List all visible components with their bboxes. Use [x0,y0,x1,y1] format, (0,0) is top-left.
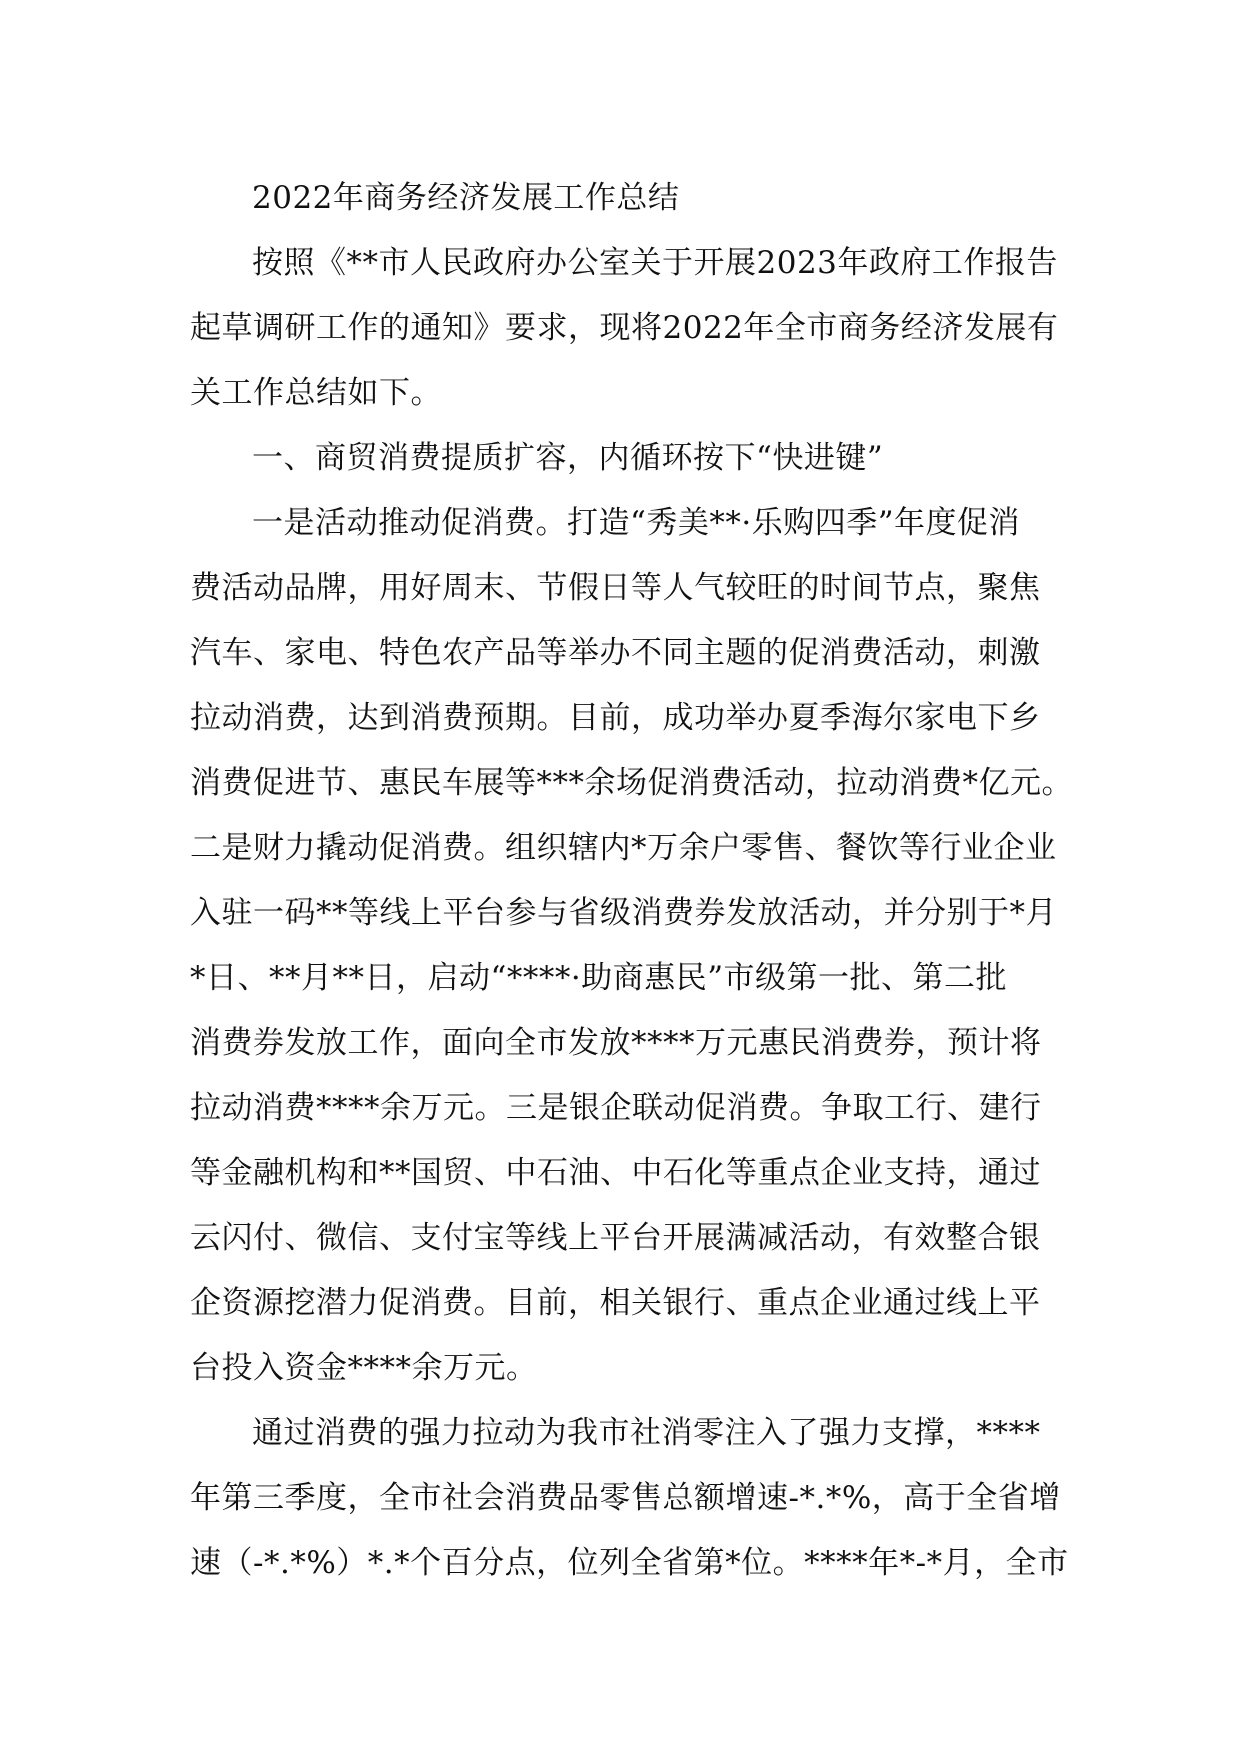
paragraph-body-line: *日、**月**日，启动“****·助商惠民”市级第一批、第二批 [190,960,1008,996]
paragraph-body-line: 消费促进节、惠民车展等***余场促消费活动，拉动消费*亿元。 [190,765,1073,801]
paragraph-body-line: 等金融机构和**国贸、中石油、中石化等重点企业支持，通过 [190,1155,1041,1191]
paragraph-body-line: 汽车、家电、特色农产品等举办不同主题的促消费活动，刺激 [190,635,1041,671]
paragraph-summary-line: 速（-*.*%）*.*个百分点，位列全省第*位。****年*-*月，全市 [190,1545,1069,1581]
document-body [190,166,1073,1596]
paragraph-body-line: 拉动消费****余万元。三是银企联动促消费。争取工行、建行 [190,1090,1042,1126]
paragraph-body-line: 企资源挖潜力促消费。目前，相关银行、重点企业通过线上平 [190,1285,1041,1321]
paragraph-body-line: 二是财力撬动促消费。组织辖内*万余户零售、餐饮等行业企业 [190,830,1057,866]
paragraph-body-line: 台投入资金****余万元。 [190,1350,538,1386]
paragraph-summary-line: 年第三季度，全市社会消费品零售总额增速-*.*%，高于全省增 [190,1480,1061,1516]
paragraph-intro-line-2: 起草调研工作的通知》要求，现将2022年全市商务经济发展有 [190,310,1059,346]
section-heading-1: 一、商贸消费提质扩容，内循环按下“快进键” [252,440,884,476]
paragraph-summary-line: 通过消费的强力拉动为我市社消零注入了强力支撑，**** [252,1415,1041,1451]
document-title: 2022年商务经济发展工作总结 [252,180,680,216]
paragraph-body-line: 拉动消费，达到消费预期。目前，成功举办夏季海尔家电下乡 [190,700,1041,736]
paragraph-body-line: 入驻一码**等线上平台参与省级消费券发放活动，并分别于*月 [190,895,1057,931]
paragraph-body-line: 一是活动推动促消费。打造“秀美**·乐购四季”年度促消 [252,505,1021,541]
paragraph-body-line: 云闪付、微信、支付宝等线上平台开展满减活动，有效整合银 [190,1220,1041,1256]
paragraph-body-line: 费活动品牌，用好周末、节假日等人气较旺的时间节点，聚焦 [190,570,1041,606]
paragraph-intro-line-1: 按照《**市人民政府办公室关于开展2023年政府工作报告 [252,245,1058,281]
paragraph-intro-line-3: 关工作总结如下。 [190,375,442,411]
paragraph-body-line: 消费券发放工作，面向全市发放****万元惠民消费券，预计将 [190,1025,1042,1061]
